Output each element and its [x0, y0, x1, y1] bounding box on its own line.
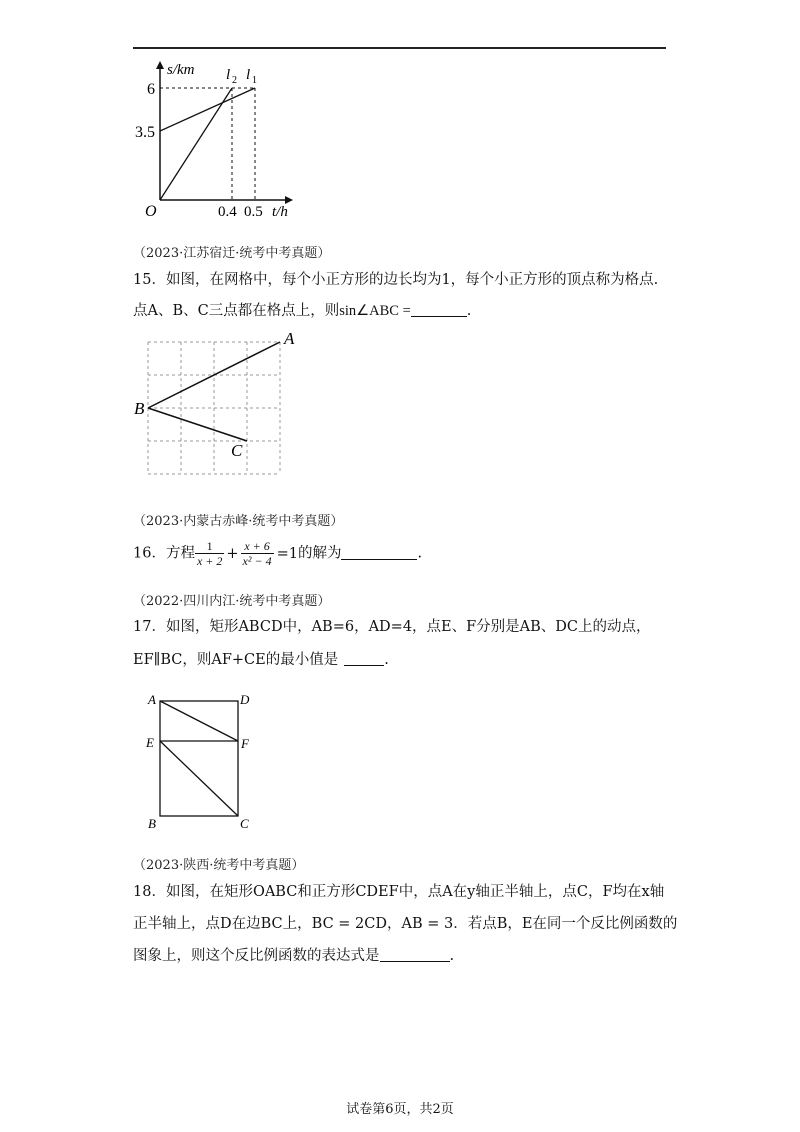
l2-label: l	[226, 67, 231, 83]
y-tick-3-5: 3.5	[135, 124, 155, 141]
q17-source: （2022·四川内江·统考中考真题）	[133, 594, 331, 609]
grid-figure	[128, 328, 298, 476]
q17-line2	[133, 650, 389, 670]
grid-lines	[148, 342, 280, 474]
x-axis-label: t/h	[272, 204, 288, 220]
q16-line	[133, 539, 422, 568]
q16-answer-blank[interactable]	[341, 545, 417, 560]
origin-label: O	[145, 203, 157, 220]
frac1-numerator: 1	[195, 539, 224, 554]
rectangle-abcd	[160, 701, 238, 816]
q15-end: .	[466, 303, 472, 319]
frac2-numerator: x + 6	[241, 539, 274, 554]
q16-plus: +	[226, 545, 239, 562]
q16-fraction-2	[241, 539, 274, 568]
q18-line2: 正半轴上，点D在边BC上，BC = 2CD，AB = 3．若点B，E在同一个反比例函数的	[133, 916, 678, 932]
frac2-denominator: x² − 4	[242, 554, 272, 568]
q16-equals: =1	[276, 545, 298, 562]
q15-line2-prefix: 点A、B、C三点都在格点上，则	[133, 303, 340, 319]
segment-ec	[160, 741, 238, 816]
x-tick-0-4: 0.4	[218, 204, 237, 220]
point-a-label: A	[148, 692, 156, 707]
x-axis-arrow-icon	[285, 196, 293, 204]
header-rule	[133, 47, 666, 49]
q18-source: （2023·陕西·统考中考真题）	[133, 858, 305, 873]
q16-end: .	[417, 545, 423, 562]
y-axis-label: s/km	[167, 62, 195, 78]
point-b-label: B	[134, 399, 145, 418]
q18-answer-blank[interactable]	[380, 947, 450, 962]
point-f-label: F	[241, 736, 249, 751]
q17-line1: 17．如图，矩形ABCD中，AB=6，AD=4，点E、F分别是AB、DC上的动点，	[133, 619, 651, 635]
segment-bc	[148, 408, 247, 441]
l1-label: l	[246, 67, 251, 83]
q16-fraction-1	[195, 539, 224, 568]
point-d-label: D	[240, 692, 250, 707]
q15-answer-blank[interactable]	[411, 302, 467, 317]
y-axis-arrow-icon	[156, 61, 164, 69]
q16-suffix-text: 的解为	[297, 545, 342, 562]
q15-line1: 15．如图，在网格中，每个小正方形的边长均为1，每个小正方形的顶点称为格点.	[133, 272, 659, 288]
q18-line3	[133, 946, 454, 966]
l1-subscript: 1	[252, 75, 257, 86]
frac1-denominator: x + 2	[196, 554, 223, 568]
q16-prefix: 16．方程	[133, 545, 195, 562]
point-c-label: C	[231, 441, 243, 460]
y-tick-6: 6	[147, 81, 155, 98]
line-l1	[160, 88, 255, 131]
page-footer: 试卷第6页，共2页	[346, 1102, 454, 1117]
q18-end: .	[449, 948, 455, 964]
rectangle-figure	[140, 688, 270, 833]
point-b-label: B	[148, 816, 156, 831]
q17-line2-prefix: EF∥BC，则AF+CE的最小值是	[133, 652, 339, 668]
point-c-label: C	[240, 816, 249, 831]
q15-line2	[133, 301, 471, 321]
q15-expr: sin∠ABC =	[339, 303, 411, 319]
q16-source: （2023·内蒙古赤峰·统考中考真题）	[133, 514, 344, 529]
line-l2	[160, 88, 232, 200]
q17-answer-blank[interactable]	[344, 651, 384, 666]
q17-end: .	[384, 652, 389, 668]
q18-line3-prefix: 图象上，则这个反比例函数的表达式是	[133, 948, 380, 964]
l2-subscript: 2	[232, 75, 237, 86]
q18-line1: 18．如图，在矩形OABC和正方形CDEF中，点A在y轴正半轴上，点C，F均在x轴	[133, 884, 665, 900]
x-tick-0-5: 0.5	[244, 204, 263, 220]
q15-source: （2023·江苏宿迁·统考中考真题）	[133, 246, 331, 261]
point-a-label: A	[284, 329, 295, 348]
distance-time-graph	[135, 55, 305, 220]
segment-af	[160, 701, 238, 741]
point-e-label: E	[146, 735, 154, 750]
